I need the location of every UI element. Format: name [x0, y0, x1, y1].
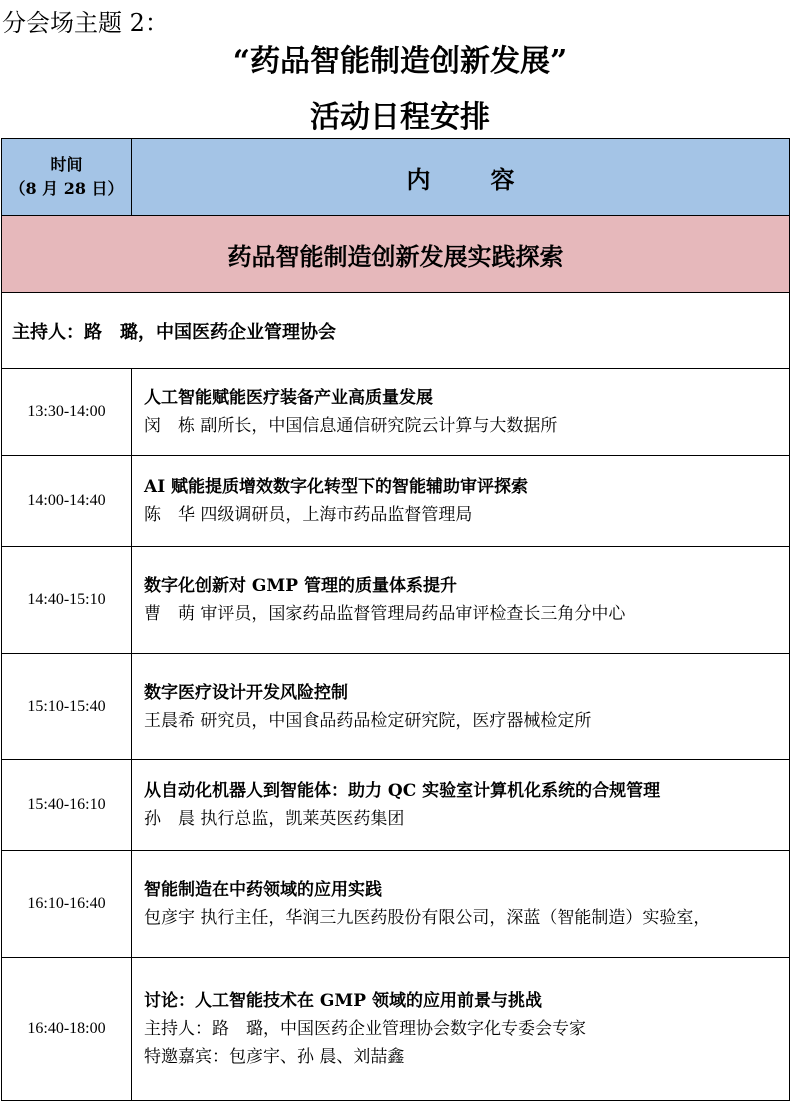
content-header-part-a: 内 [406, 164, 431, 194]
speaker-info: 陈 华 四级调研员，上海市药品监督管理局 [144, 505, 473, 525]
talk-topic: 智能制造在中药领域的应用实践 [144, 880, 382, 900]
talk-topic: 从自动化机器人到智能体：助力 QC 实验室计算机化系统的合规管理 [144, 781, 661, 801]
talk-topic: 人工智能赋能医疗装备产业高质量发展 [144, 388, 433, 408]
talk-topic: 数字化创新对 GMP 管理的质量体系提升 [144, 576, 457, 596]
time-slot: 14:40-15:10 [2, 547, 132, 654]
agenda-item [132, 851, 790, 958]
table-header-row [2, 139, 790, 216]
host-row [2, 293, 790, 369]
speaker-info: 曹 萌 审评员，国家药品监督管理局药品审评检查长三角分中心 [144, 604, 626, 624]
speaker-info: 主持人：路 璐，中国医药企业管理协会数字化专委会专家 [144, 1019, 586, 1039]
talk-topic: 讨论：人工智能技术在 GMP 领域的应用前景与挑战 [144, 991, 542, 1011]
schedule-title: 活动日程安排 [310, 100, 490, 135]
time-slot: 15:10-15:40 [2, 654, 132, 760]
time-header [2, 139, 132, 216]
schedule-table [1, 138, 790, 1101]
table-row [2, 369, 790, 456]
time-slot: 13:30-14:00 [2, 369, 132, 456]
session-subtitle: 分会场主题 2： [2, 9, 169, 37]
table-row [2, 547, 790, 654]
agenda-item [132, 958, 790, 1101]
talk-topic: AI 赋能提质增效数字化转型下的智能辅助审评探索 [144, 477, 529, 497]
speaker-info: 王晨希 研究员，中国食品药品检定研究院，医疗器械检定所 [144, 710, 592, 731]
time-slot: 15:40-16:10 [2, 760, 132, 851]
agenda-item [132, 369, 790, 456]
time-slot: 16:40-18:00 [2, 958, 132, 1101]
table-row [2, 851, 790, 958]
speaker-info: 包彦宇 执行主任，华润三九医药股份有限公司，深蓝（智能制造）实验室， [144, 908, 711, 928]
table-row [2, 456, 790, 547]
table-row [2, 760, 790, 851]
speaker-info: 孙 晨 执行总监，凯莱英医药集团 [144, 809, 405, 829]
guest-info: 特邀嘉宾：包彦宇、孙 晨、刘喆鑫 [144, 1047, 405, 1067]
agenda-item [132, 547, 790, 654]
content-header-part-b: 容 [490, 164, 515, 194]
page-title: “药品智能制造创新发展” [232, 44, 568, 79]
section-title: 药品智能制造创新发展实践探索 [2, 216, 790, 293]
speaker-info: 闵 栋 副所长，中国信息通信研究院云计算与大数据所 [144, 416, 558, 436]
table-row [2, 958, 790, 1101]
time-header-label: 时间 [50, 155, 83, 174]
talk-topic: 数字医疗设计开发风险控制 [144, 682, 348, 703]
agenda-item [132, 456, 790, 547]
content-header [132, 139, 790, 216]
agenda-item [132, 654, 790, 760]
time-slot: 16:10-16:40 [2, 851, 132, 958]
table-row [2, 654, 790, 760]
host-line: 主持人：路 璐，中国医药企业管理协会 [2, 293, 790, 369]
time-slot: 14:00-14:40 [2, 456, 132, 547]
date-header-label: （8 月 28 日） [9, 179, 124, 198]
agenda-item [132, 760, 790, 851]
section-row [2, 216, 790, 293]
